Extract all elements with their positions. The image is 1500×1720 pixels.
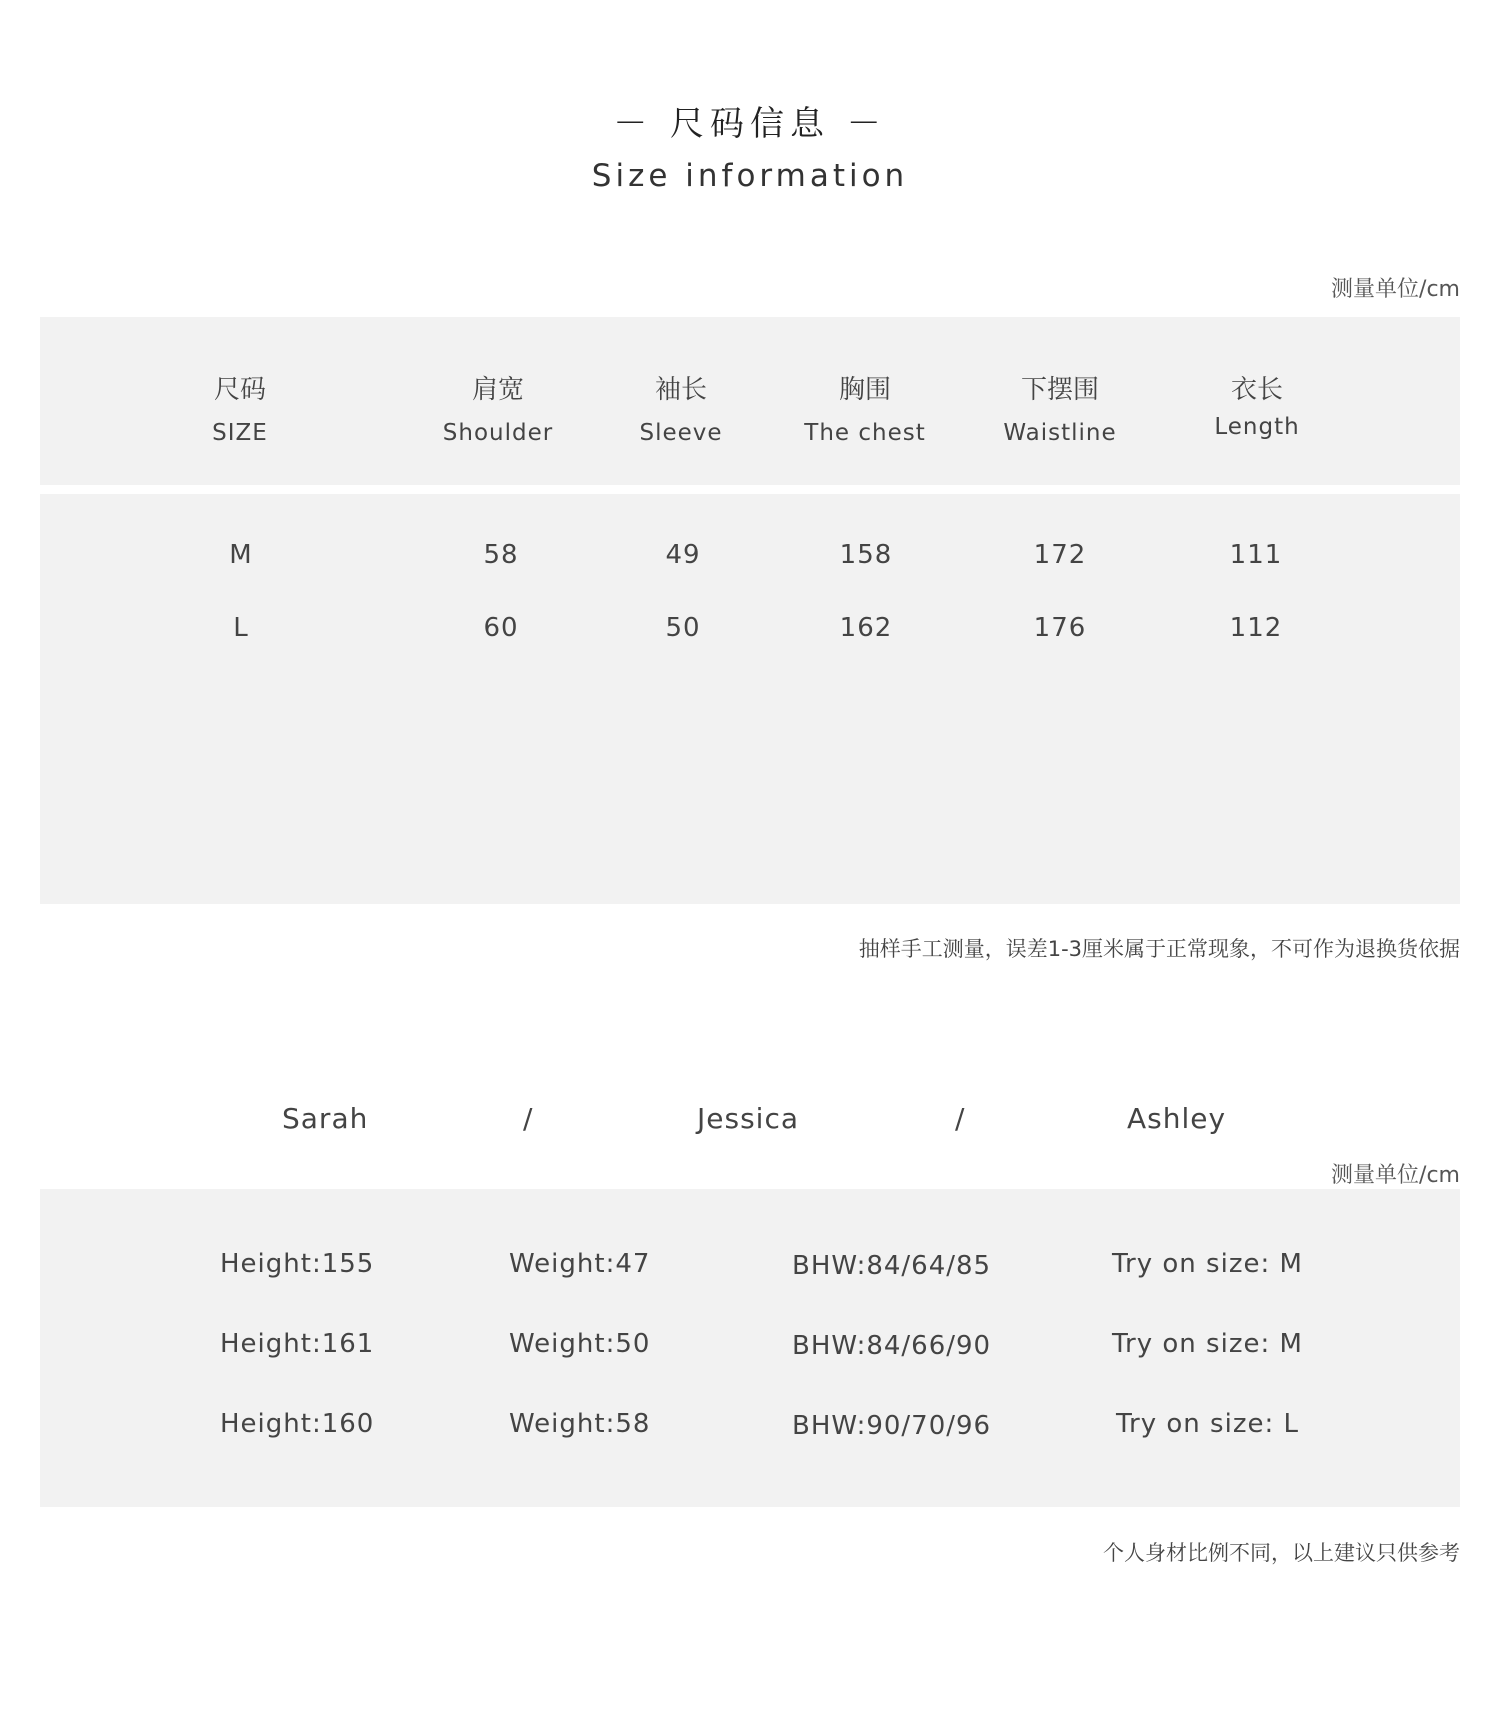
- model-name-ashley: Ashley: [1127, 1102, 1227, 1135]
- model-weight: Weight:47: [509, 1249, 651, 1279]
- model-name-sarah: Sarah: [282, 1102, 369, 1135]
- model-name-jessica: Jessica: [697, 1102, 799, 1135]
- table-cell: 176: [1033, 613, 1087, 643]
- section-title-en: Size information: [591, 158, 909, 194]
- model-weight: Weight:50: [509, 1329, 651, 1359]
- header-size: 尺码 SIZE: [212, 375, 268, 446]
- model-bhw: BHW:90/70/96: [792, 1411, 992, 1441]
- section-title-cn: － 尺码信息 －: [613, 104, 887, 144]
- table-cell: M: [229, 540, 253, 570]
- model-height: Height:160: [220, 1409, 375, 1439]
- measurement-note: 抽样手工测量，误差1-3厘米属于正常现象，不可作为退换货依据: [858, 937, 1460, 961]
- unit-label: 测量单位/cm: [1331, 277, 1460, 302]
- table-cell: 49: [665, 540, 701, 570]
- table-cell: 58: [483, 540, 519, 570]
- table-cell: 112: [1229, 613, 1283, 643]
- header-length: 衣长 Length: [1214, 375, 1300, 440]
- header-chest: 胸围 The chest: [804, 375, 926, 446]
- model-table: [40, 1189, 1460, 1507]
- model-try-on-size: Try on size: L: [1116, 1409, 1299, 1439]
- header-shoulder: 肩宽 Shoulder: [442, 375, 554, 446]
- header-waistline: 下摆围 Waistline: [1003, 375, 1117, 446]
- model-bhw: BHW:84/66/90: [792, 1331, 992, 1361]
- table-cell: 172: [1033, 540, 1087, 570]
- unit-label: 测量单位/cm: [1331, 1163, 1460, 1188]
- model-height: Height:155: [220, 1249, 375, 1279]
- name-separator: /: [523, 1102, 534, 1135]
- name-separator: /: [955, 1102, 966, 1135]
- model-height: Height:161: [220, 1329, 375, 1359]
- model-bhw: BHW:84/64/85: [792, 1251, 992, 1281]
- size-table-header: [40, 317, 1460, 485]
- table-cell: 158: [839, 540, 893, 570]
- table-cell: 50: [665, 613, 701, 643]
- disclaimer-note: 个人身材比例不同，以上建议只供参考: [1103, 1541, 1460, 1565]
- size-table-body: [40, 494, 1460, 904]
- table-cell: 60: [483, 613, 519, 643]
- model-try-on-size: Try on size: M: [1112, 1329, 1303, 1359]
- table-cell: L: [233, 613, 249, 643]
- header-sleeve: 袖长 Sleeve: [639, 375, 723, 446]
- table-cell: 162: [839, 613, 893, 643]
- table-cell: 111: [1229, 540, 1283, 570]
- model-try-on-size: Try on size: M: [1112, 1249, 1303, 1279]
- model-weight: Weight:58: [509, 1409, 651, 1439]
